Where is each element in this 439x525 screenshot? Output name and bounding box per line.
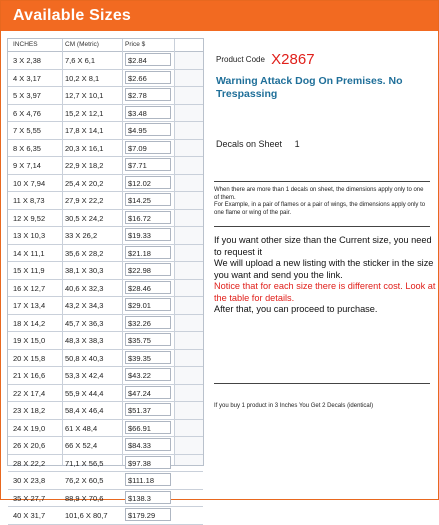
info-line: If you want other size than the Current size, you need to request it <box>214 235 432 257</box>
size-cm-cell: 76,2 X 60,5 <box>65 476 104 485</box>
size-table <box>7 38 204 520</box>
size-inches-cell: 22 X 17,4 <box>13 388 46 398</box>
size-inches-cell: 14 X 11,1 <box>13 248 45 258</box>
decals-on-sheet <box>216 139 300 149</box>
size-cm-cell: 35,6 X 28,2 <box>65 248 104 258</box>
table-row <box>8 140 203 158</box>
price-cell: $51.37 <box>125 403 171 416</box>
price-cell: $3.48 <box>125 106 171 119</box>
table-row <box>8 332 203 350</box>
product-title: Warning Attack Dog On Premises. No Trespassing <box>216 75 403 100</box>
price-cell: $66.91 <box>125 421 171 434</box>
decals-label: Decals on Sheet <box>216 139 283 149</box>
table-row <box>8 52 203 70</box>
table-row <box>8 192 203 210</box>
size-cm-cell: 88,9 X 70,6 <box>65 493 104 503</box>
size-cm-cell: 22,9 X 18,2 <box>65 161 104 170</box>
size-cm-cell: 48,3 X 38,3 <box>65 336 104 345</box>
table-row <box>8 157 203 175</box>
dimensions-note-line: When there are more than 1 decals on sheet, the dimensions apply only to one of them. <box>214 187 424 201</box>
product-code-value: X2867 <box>271 51 315 68</box>
table-row <box>8 315 203 333</box>
info-line: After that, you can proceed to purchase. <box>214 304 378 314</box>
size-cm-cell: 61 X 48,4 <box>65 423 98 433</box>
size-cm-cell: 71,1 X 56,5 <box>65 458 104 468</box>
custom-size-info <box>214 235 436 316</box>
table-row <box>8 402 203 420</box>
size-cm-cell: 43,2 X 34,3 <box>65 301 104 310</box>
size-cm-cell: 25,4 X 20,2 <box>65 178 104 188</box>
table-row <box>8 70 203 88</box>
price-cell: $43.22 <box>125 368 171 381</box>
size-cm-cell: 66 X 52,4 <box>65 441 98 450</box>
size-inches-cell: 28 X 22,2 <box>13 458 46 468</box>
size-cm-cell: 27,9 X 22,2 <box>65 196 104 205</box>
header-title: Available Sizes <box>13 7 132 24</box>
size-cm-cell: 38,1 X 30,3 <box>65 266 104 275</box>
size-cm-cell: 50,8 X 40,3 <box>65 353 104 363</box>
size-inches-cell: 26 X 20,6 <box>13 441 46 450</box>
size-cm-cell: 30,5 X 24,2 <box>65 213 104 223</box>
info-line: We will upload a new listing with the sticker in the size you want and send you the link. <box>214 258 434 280</box>
table-row <box>8 507 203 525</box>
size-inches-cell: 21 X 16,6 <box>13 371 46 380</box>
price-cell: $7.09 <box>125 141 171 154</box>
size-cm-cell: 40,6 X 32,3 <box>65 283 104 293</box>
size-inches-cell: 3 X 2,38 <box>13 56 41 65</box>
size-cm-cell: 20,3 X 16,1 <box>65 143 104 153</box>
size-cm-cell: 12,7 X 10,1 <box>65 91 104 100</box>
size-inches-cell: 23 X 18,2 <box>13 406 46 415</box>
price-cell: $4.95 <box>125 123 171 136</box>
column-header-cm: CM (Metric) <box>65 41 99 48</box>
size-inches-cell: 35 X 27,7 <box>13 493 46 503</box>
price-cell: $32.26 <box>125 316 171 329</box>
price-cell: $16.72 <box>125 211 171 224</box>
price-cell: $29.01 <box>125 298 171 311</box>
size-cm-cell: 33 X 26,2 <box>65 231 98 240</box>
table-row <box>8 105 203 123</box>
table-row <box>8 227 203 245</box>
price-cell: $2.66 <box>125 71 171 84</box>
price-cell: $97.38 <box>125 456 171 469</box>
table-row <box>8 262 203 280</box>
size-inches-cell: 30 X 23,8 <box>13 476 46 485</box>
size-inches-cell: 10 X 7,94 <box>13 178 46 188</box>
size-cm-cell: 53,3 X 42,4 <box>65 371 104 380</box>
table-body <box>8 52 203 525</box>
bonus-decal-note: If you buy 1 product in 3 Inches You Get 2 Decals (identical) <box>214 403 374 409</box>
dimensions-note <box>214 187 429 217</box>
price-cell: $14.25 <box>125 193 171 206</box>
size-cm-cell: 17,8 X 14,1 <box>65 126 104 135</box>
size-cm-cell: 58,4 X 46,4 <box>65 406 104 415</box>
table-row <box>8 245 203 263</box>
price-cell: $21.18 <box>125 246 171 259</box>
price-cell: $39.35 <box>125 351 171 364</box>
size-inches-cell: 12 X 9,52 <box>13 213 46 223</box>
size-inches-cell: 8 X 6,35 <box>13 143 41 153</box>
divider <box>214 383 430 384</box>
divider <box>214 181 430 182</box>
price-cell: $111.18 <box>125 473 171 486</box>
table-row <box>8 350 203 368</box>
table-row <box>8 490 203 508</box>
price-cell: $7.71 <box>125 158 171 171</box>
size-inches-cell: 6 X 4,76 <box>13 108 41 118</box>
price-cell: $22.98 <box>125 263 171 276</box>
size-inches-cell: 5 X 3,97 <box>13 91 41 100</box>
table-row <box>8 297 203 315</box>
size-cm-cell: 15,2 X 12,1 <box>65 108 104 118</box>
size-cm-cell: 45,7 X 36,3 <box>65 318 104 328</box>
product-code <box>216 51 315 68</box>
size-inches-cell: 24 X 19,0 <box>13 423 46 433</box>
size-inches-cell: 7 X 5,55 <box>13 126 41 135</box>
table-row <box>8 455 203 473</box>
size-cm-cell: 7,6 X 6,1 <box>65 56 96 65</box>
price-cell: $138.3 <box>125 491 171 504</box>
dimensions-note-example: For Example, in a pair of flames or a pair of wings, the dimensions apply only to one flame or wing of the pair. <box>214 202 426 216</box>
table-row <box>8 420 203 438</box>
decals-count: 1 <box>294 139 300 149</box>
table-row <box>8 87 203 105</box>
table-row <box>8 210 203 228</box>
cost-notice: Notice that for each size there is different cost. Look at the table for details. <box>214 281 436 303</box>
price-cell: $35.75 <box>125 333 171 346</box>
column-header-price: Price $ <box>125 41 146 48</box>
size-cm-cell: 101,6 X 80,7 <box>65 511 108 520</box>
price-cell: $28.46 <box>125 281 171 294</box>
table-row <box>8 122 203 140</box>
price-cell: $179.29 <box>125 508 171 521</box>
price-cell: $2.78 <box>125 88 171 101</box>
size-inches-cell: 4 X 3,17 <box>13 73 41 83</box>
column-header-inches: INCHES <box>13 41 38 48</box>
price-cell: $2.84 <box>125 53 171 66</box>
size-inches-cell: 9 X 7,14 <box>13 161 41 170</box>
divider <box>214 226 430 227</box>
size-cm-cell: 10,2 X 8,1 <box>65 73 100 83</box>
price-cell: $19.33 <box>125 228 171 241</box>
table-row <box>8 437 203 455</box>
size-inches-cell: 11 X 8,73 <box>13 196 45 205</box>
product-code-label: Product Code <box>216 55 265 64</box>
table-row <box>8 367 203 385</box>
size-inches-cell: 15 X 11,9 <box>13 266 45 275</box>
table-row <box>8 472 203 490</box>
size-inches-cell: 19 X 15,0 <box>13 336 46 345</box>
size-inches-cell: 17 X 13,4 <box>13 301 46 310</box>
header-bar <box>1 1 438 31</box>
size-inches-cell: 18 X 14,2 <box>13 318 46 328</box>
size-inches-cell: 13 X 10,3 <box>13 231 46 240</box>
table-row <box>8 385 203 403</box>
price-cell: $12.02 <box>125 176 171 189</box>
table-row <box>8 175 203 193</box>
size-cm-cell: 55,9 X 44,4 <box>65 388 104 398</box>
table-row <box>8 280 203 298</box>
price-cell: $47.24 <box>125 386 171 399</box>
size-inches-cell: 20 X 15,8 <box>13 353 46 363</box>
size-inches-cell: 16 X 12,7 <box>13 283 46 293</box>
size-inches-cell: 40 X 31,7 <box>13 511 46 520</box>
price-cell: $84.33 <box>125 438 171 451</box>
